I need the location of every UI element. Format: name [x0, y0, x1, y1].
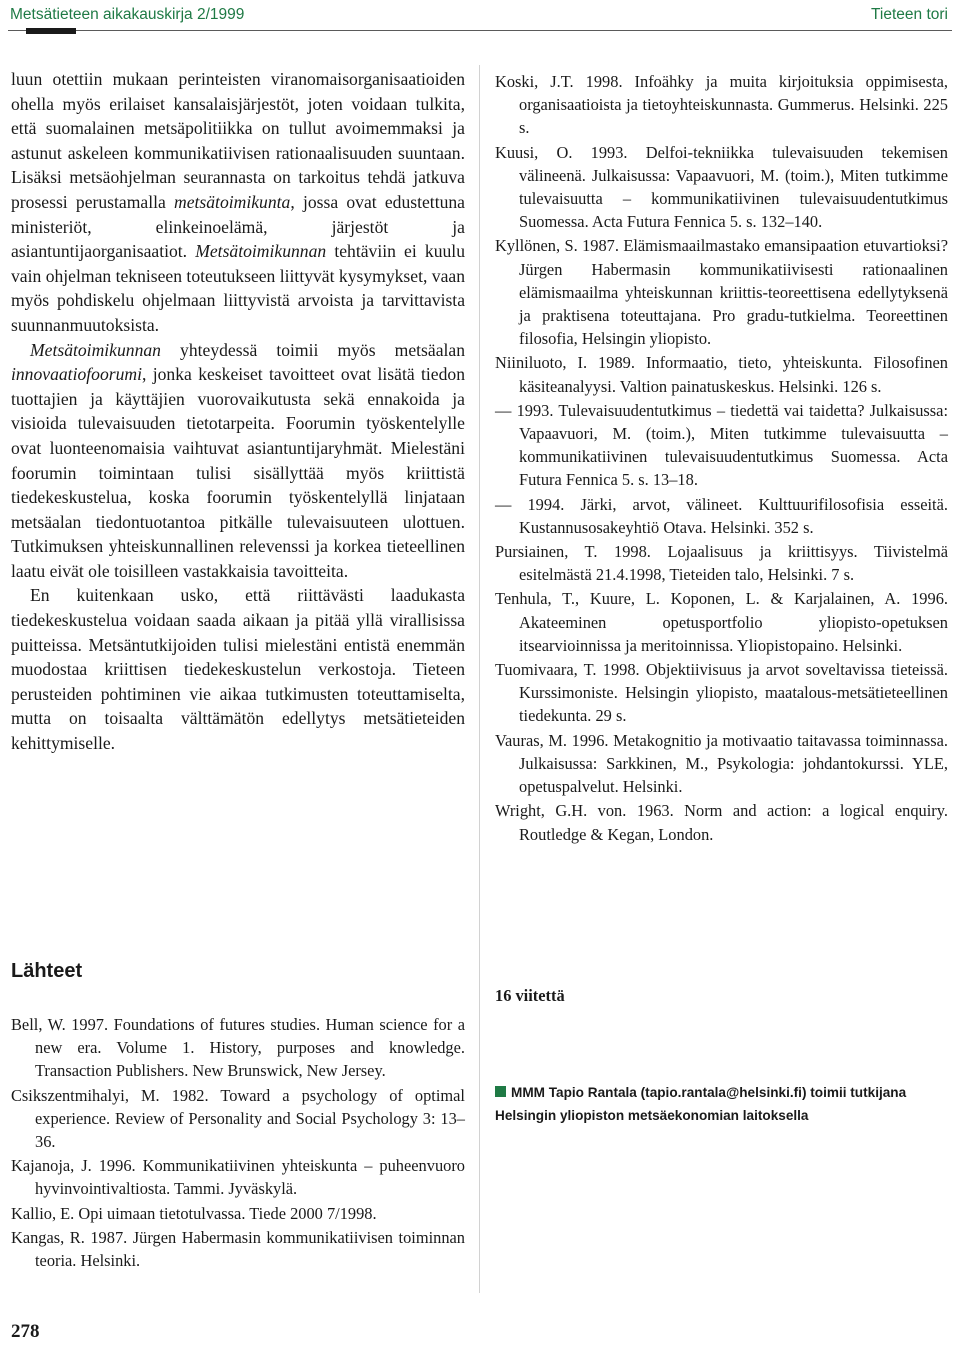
- reference-item: Kallio, E. Opi uimaan tietotulvassa. Tiede 2000 7/1998.: [11, 1203, 377, 1223]
- reference-item: Kangas, R. 1987. Jürgen Habermasin kommunikatiivisen toiminnan teoria. Helsinki.: [11, 1227, 465, 1271]
- journal-title: Metsätieteen aikakauskirja 2/1999: [10, 6, 245, 23]
- references-heading: Lähteet: [11, 960, 83, 982]
- page-number: 278: [11, 1321, 40, 1342]
- reference-item: Kajanoja, J. 1996. Kommunikatiivinen yhteiskunta – puheenvuoro hyvinvointivaltiosta. Tammi. Jyväskylä.: [11, 1156, 465, 1199]
- header-block-marker: [26, 28, 76, 34]
- italic-term: Metsätoimikunnan: [195, 241, 327, 262]
- green-square-icon: [495, 1086, 506, 1097]
- references-list-right: [495, 70, 948, 847]
- reference-item: Bell, W. 1997. Foundations of futures studies. Human science for a new era. Volume 1. History, purposes and knowledge. Transaction Publishers. New Brunswick, New Jersey.: [11, 1015, 465, 1081]
- author-bio-text: MMM Tapio Rantala (tapio.rantala@helsinki.fi) toimii tutkijana Helsingin yliopiston metsäekonomian laitoksella: [495, 1085, 907, 1123]
- reference-item: — 1993. Tulevaisuudentutkimus – tiedettä vai taidetta? Julkaisussa: Vapaavuori, M. (toim.), Miten tutkimme tulevaisuutta – kommunikatiivinen tulevaisuudentutkimus Suomessa. Acta Futura Fennica 5. s. 13–18.: [495, 400, 948, 490]
- references-list-left: [11, 1013, 465, 1273]
- reference-item: Niiniluoto, I. 1989. Informaatio, tieto, yhteiskunta. Filosofinen käsiteanalyysi. Valtion painatuskeskus. Helsinki. 126 s.: [495, 353, 948, 396]
- reference-item: Tenhula, T., Kuure, L. Koponen, L. & Karjalainen, A. 1996. Akateeminen opetusportfolio yliopisto-opetuksen itsearvioinnissa ja meritoinnissa. Yliopistopaino. Helsinki.: [495, 589, 948, 655]
- reference-item: Kuusi, O. 1993. Delfoi-tekniikka tulevaisuuden tekemisen välineenä. Julkaisussa: Vapaavuori, M. (toim.), Miten tutkimme tulevaisuutta – kommunikatiivinen tulevaisuudentutkimus Suomessa. Acta Futura Fennica 5. s. 132–140.: [495, 142, 948, 232]
- reference-item: Kyllönen, S. 1987. Elämismaailmastako emansipaation etuvartioksi? Jürgen Habermasin kommunikatiivisesti rationaalinen elämismaailma yhteiskunnan kriittis-teoreettisena edellytyksenä ja praktisena toteuttajana. Pro gradu-tutkielma. Teoreettinen filosofia, Helsingin yliopisto.: [495, 236, 948, 349]
- italic-term: Metsätoimikunnan: [30, 339, 161, 360]
- header-rule: [8, 30, 952, 31]
- reference-item: Csikszentmihalyi, M. 1982. Toward a psychology of optimal experience. Review of Personality and Social Psychology 3: 13–36.: [11, 1085, 465, 1152]
- page-header: [0, 0, 960, 34]
- italic-term: metsätoimikunta: [174, 191, 291, 212]
- author-bio: [495, 1081, 950, 1127]
- article-body: [11, 67, 465, 756]
- paragraph-3: En kuitenkaan usko, että riittävästi laadukasta tiedekeskustelua voidaan saada aikaan ja pitää yllä virallisissa puitteissa. Metsäntutkijoiden tulisi mielestäni entistä enemmän muodostaa kriittisen tiedekeskustelun verkostoja. Tieteen perusteiden pohtiminen vie aikaa tutkimusten toteuttamiselta, mutta on toisaalta välttämätön edellytys metsätieteiden kehittymiselle.: [11, 585, 465, 754]
- column-divider: [479, 65, 480, 1293]
- reference-item: Pursiainen, T. 1998. Lojaalisuus ja kriittisyys. Tiivistelmä esitelmästä 21.4.1998, Tieteiden talo, Helsinki. 7 s.: [495, 542, 948, 585]
- paragraph-1: luun otettiin mukaan perinteisten viranomaisorganisaatioiden ohella myös erilaiset kansalaisjärjestöt, joten voidaan tulkita, että suomalainen metsäpolitiikka on tullut avoimemmaksi ja astunut askeleen kommunikatiivisen rationaalisuuden suuntaan. Lisäksi metsäohjelman seurannasta on tarkoitus tehdä jatkuva prosessi perustamalla metsätoimikunta, jossa ovat edustettuna ministeriöt, elinkeinoelämä, järjestöt ja asiantuntijaorganisaatiot. Metsätoimikunnan tehtäviin ei kuulu vain ohjelman tekniseen toteutukseen liittyvät kysymykset, vaan myös pohdiskelu ohjelmaan liittyvistä arvoista ja tarvittavista suunnanmuutoksista.: [11, 69, 465, 335]
- reference-item: — 1994. Järki, arvot, välineet. Kulttuurifilosofisia esseitä. Kustannusosakeyhtiö Otava. Helsinki. 352 s.: [495, 494, 948, 537]
- section-title: Tieteen tori: [871, 6, 948, 23]
- reference-count: 16 viitettä: [495, 986, 565, 1005]
- reference-item: Wright, G.H. von. 1963. Norm and action: a logical enquiry. Routledge & Kegan, London.: [495, 801, 948, 844]
- reference-item: Koski, J.T. 1998. Infoähky ja muita kirjoituksia oppimisesta, organisaatioista ja tietoyhteiskunnasta. Gummerus. Helsinki. 225 s.: [495, 72, 948, 138]
- paragraph-2: Metsätoimikunnan yhteydessä toimii myös metsäalan innovaatiofoorumi, jonka keskeiset tavoitteet ovat lisätä tiedon tuottajien ja käyttäjien vuorovaikutusta sekä ennakoida ja visioida tulevaisuuden tietotarpeita. Foorumin työskentelylle ovat luonteenomaisia vaihtuvat asiantuntijaryhmät. Mielestäni foorumin toimintaan tulisi sisällyttää myös kriittistä tiedekeskustelua, koska foorumin työskentelyllä linjataan metsäalan tiedontuotantoa pitkälle tulevaisuuteen ulottuen. Tutkimuksen yhteiskunnallinen relevenssi ja korkea tieteellinen laatu eivät ole toisilleen vastakkaisia tavoitteita.: [11, 339, 465, 581]
- reference-item: Tuomivaara, T. 1998. Objektiivisuus ja arvot soveltavissa tieteissä. Kurssimoniste. Helsingin yliopisto, maatalous-metsätieteellinen tiedekunta. 29 s.: [495, 660, 948, 726]
- italic-term: innovaatiofoorumi: [11, 364, 142, 385]
- reference-item: Vauras, M. 1996. Metakognitio ja motivaatio taitavassa toiminnassa. Julkaisussa: Sarkkinen, M., Psykologia: johdantokurssi. YLE, opetuspalvelut. Helsinki.: [495, 730, 948, 797]
